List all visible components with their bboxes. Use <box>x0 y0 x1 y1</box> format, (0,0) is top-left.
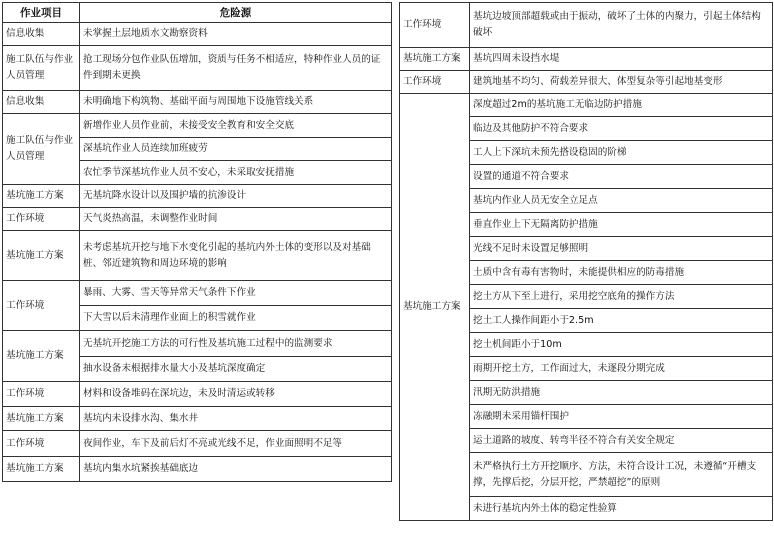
hazard-cell: 无基坑降水设计以及围护墙的抗渗设计 <box>80 185 392 208</box>
table-row <box>400 3 773 48</box>
table-row <box>3 407 392 431</box>
hazard-cell: 运土道路的坡度、转弯半径不符合有关安全规定 <box>470 429 773 453</box>
hazard-cell: 工人上下深坑未预先搭设稳固的阶梯 <box>470 141 773 165</box>
table-row <box>3 457 392 482</box>
table-row <box>3 331 392 357</box>
hazard-cell: 基坑内作业人员无安全立足点 <box>470 189 773 213</box>
category-cell: 基坑施工方案 <box>3 407 80 431</box>
hazard-cell: 夜间作业，车下及前后灯不亮或光线不足，作业面照明不足等 <box>80 431 392 457</box>
category-cell: 工作环境 <box>400 3 470 48</box>
category-cell: 基坑施工方案 <box>3 331 80 382</box>
header-row <box>3 3 392 23</box>
category-cell: 信息收集 <box>3 91 80 114</box>
table-row <box>3 382 392 407</box>
category-cell: 工作环境 <box>3 382 80 407</box>
hazard-cell: 新增作业人员作业前，未接受安全教育和安全交底 <box>80 114 392 138</box>
hazard-cell: 下大雪以后未清理作业面上的积雪就作业 <box>80 306 392 331</box>
table-row <box>3 185 392 208</box>
hazard-cell: 挖土方从下至上进行，采用挖空底角的操作方法 <box>470 285 773 309</box>
hazard-cell: 基坑内未设排水沟、集水井 <box>80 407 392 431</box>
hazard-cell: 冻融期未采用锚杆围护 <box>470 405 773 429</box>
hazard-cell: 设置的通道不符合要求 <box>470 165 773 189</box>
category-cell: 信息收集 <box>3 23 80 46</box>
hazard-cell: 垂直作业上下无隔离防护措施 <box>470 213 773 237</box>
hazard-cell: 基坑边坡顶部超载或由于振动，破坏了土体的内聚力，引起土体结构破坏 <box>470 3 773 48</box>
category-cell: 工作环境 <box>3 281 80 331</box>
hazard-cell: 抢工现场分包作业队伍增加，资质与任务不相适应，特种作业人员的证件到期未更换 <box>80 46 392 91</box>
hazard-cell: 挖土工人操作间距小于2.5m <box>470 309 773 333</box>
right-hazard-table <box>399 2 773 521</box>
category-cell: 基坑施工方案 <box>400 48 470 71</box>
hazard-cell: 雨期开挖土方，工作面过大，未逐段分期完成 <box>470 357 773 381</box>
hazard-cell: 天气炎热高温，未调整作业时间 <box>80 208 392 231</box>
hazard-cell: 暴雨、大雾、雪天等异常天气条件下作业 <box>80 281 392 306</box>
left-hazard-table <box>2 2 392 482</box>
table-row <box>3 431 392 457</box>
hazard-cell: 未考虑基坑开挖与地下水变化引起的基坑内外土体的变形以及对基础桩、邻近建筑物和周边环境的影响 <box>80 231 392 281</box>
hazard-cell: 材料和设备堆码在深坑边，未及时清运或转移 <box>80 382 392 407</box>
hazard-cell: 农忙季节深基坑作业人员不安心，未采取安抚措施 <box>80 161 392 185</box>
category-cell: 施工队伍与作业人员管理 <box>3 114 80 185</box>
hazard-cell: 基坑四周未设挡水堤 <box>470 48 773 71</box>
hazard-cell: 建筑地基不均匀、荷载差异很大、体型复杂等引起地基变形 <box>470 71 773 94</box>
category-cell: 基坑施工方案 <box>3 185 80 208</box>
category-cell: 施工队伍与作业人员管理 <box>3 46 80 91</box>
table-row <box>400 71 773 94</box>
table-row <box>3 46 392 91</box>
hazard-cell: 抽水设备未根据排水量大小及基坑深度确定 <box>80 357 392 382</box>
category-cell: 工作环境 <box>3 431 80 457</box>
category-cell: 基坑施工方案 <box>3 457 80 482</box>
table-row <box>400 94 773 117</box>
hazard-cell: 深基坑作业人员连续加班疲劳 <box>80 138 392 161</box>
hazard-cell: 挖土机间距小于10m <box>470 333 773 357</box>
hazard-cell: 未明确地下构筑物、基础平面与周围地下设施管线关系 <box>80 91 392 114</box>
hazard-cell: 深度超过2m的基坑施工无临边防护措施 <box>470 94 773 117</box>
table-row <box>3 23 392 46</box>
hazard-cell: 无基坑开挖施工方法的可行性及基坑施工过程中的监测要求 <box>80 331 392 357</box>
hazard-cell: 临边及其他防护不符合要求 <box>470 117 773 141</box>
hazard-cell: 光线不足时未设置足够照明 <box>470 237 773 261</box>
table-row <box>3 231 392 281</box>
hazard-cell: 未严格执行土方开挖顺序、方法，未符合设计工况，未遵循“开槽支撑，先撑后挖，分层开挖，严禁超挖”的原则 <box>470 453 773 497</box>
hazard-cell: 未掌握土层地质水文勘察资料 <box>80 23 392 46</box>
category-cell: 工作环境 <box>400 71 470 94</box>
hazard-cell: 土质中含有毒有害物时，未能提供相应的防毒措施 <box>470 261 773 285</box>
table-row <box>3 114 392 138</box>
table-row <box>400 48 773 71</box>
table-row <box>3 91 392 114</box>
category-cell: 工作环境 <box>3 208 80 231</box>
header-work-item: 作业项目 <box>3 3 80 23</box>
table-row <box>3 208 392 231</box>
category-cell: 基坑施工方案 <box>400 94 470 521</box>
hazard-cell: 基坑内集水坑紧挨基础底边 <box>80 457 392 482</box>
category-cell: 基坑施工方案 <box>3 231 80 281</box>
header-hazard-source: 危险源 <box>80 3 392 23</box>
table-row <box>3 281 392 306</box>
hazard-cell: 汛期无防洪措施 <box>470 381 773 405</box>
hazard-cell: 未进行基坑内外土体的稳定性验算 <box>470 497 773 521</box>
